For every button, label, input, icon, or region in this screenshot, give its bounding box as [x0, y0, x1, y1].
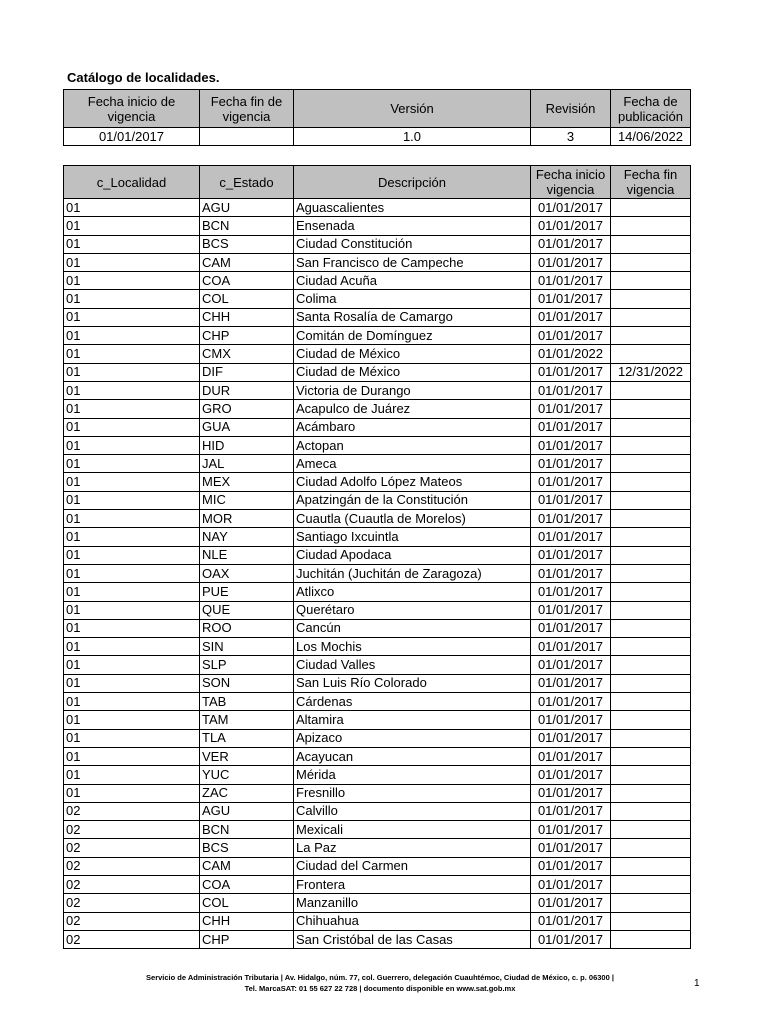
cell-fecha-inicio: 01/01/2017 [531, 510, 611, 528]
column-header-c-estado: c_Estado [200, 166, 294, 199]
version-value-row [64, 128, 691, 146]
cell-descripcion: Ciudad Acuña [294, 272, 531, 290]
cell-descripcion: Acapulco de Juárez [294, 400, 531, 418]
cell-c-localidad: 01 [64, 766, 200, 784]
cell-fecha-fin [611, 217, 691, 235]
header-fecha-fin: Fecha fin de vigencia [200, 90, 294, 128]
value-fecha-inicio: 01/01/2017 [64, 128, 200, 146]
table-row [64, 418, 691, 436]
footer-contact: Tel. MarcaSAT: 01 55 627 22 728 | documento disponible en www.sat.gob.mx [244, 984, 516, 993]
cell-fecha-inicio: 01/01/2017 [531, 693, 611, 711]
table-row [64, 711, 691, 729]
cell-descripcion: Ameca [294, 455, 531, 473]
cell-fecha-fin [611, 601, 691, 619]
cell-c-estado: ROO [200, 619, 294, 637]
cell-c-estado: BCS [200, 839, 294, 857]
cell-c-localidad: 01 [64, 400, 200, 418]
cell-c-estado: GRO [200, 400, 294, 418]
value-fecha-fin [200, 128, 294, 146]
cell-descripcion: Ciudad Apodaca [294, 546, 531, 564]
cell-fecha-fin [611, 345, 691, 363]
cell-fecha-fin [611, 455, 691, 473]
cell-c-localidad: 01 [64, 345, 200, 363]
cell-descripcion: Acayucan [294, 747, 531, 765]
table-row [64, 930, 691, 948]
cell-fecha-fin [611, 674, 691, 692]
cell-descripcion: Colima [294, 290, 531, 308]
column-header-c-localidad: c_Localidad [64, 166, 200, 199]
table-row [64, 546, 691, 564]
table-row [64, 473, 691, 491]
cell-c-estado: COA [200, 875, 294, 893]
cell-c-estado: BCN [200, 217, 294, 235]
cell-fecha-inicio: 01/01/2017 [531, 217, 611, 235]
cell-fecha-fin [611, 546, 691, 564]
cell-c-localidad: 01 [64, 199, 200, 217]
cell-c-estado: JAL [200, 455, 294, 473]
table-row [64, 436, 691, 454]
cell-c-estado: CAM [200, 253, 294, 271]
cell-c-estado: TAB [200, 693, 294, 711]
cell-c-localidad: 01 [64, 436, 200, 454]
cell-c-localidad: 01 [64, 729, 200, 747]
cell-fecha-fin [611, 802, 691, 820]
table-row [64, 857, 691, 875]
cell-c-estado: CAM [200, 857, 294, 875]
table-row [64, 693, 691, 711]
cell-fecha-inicio: 01/01/2017 [531, 857, 611, 875]
cell-fecha-inicio: 01/01/2017 [531, 327, 611, 345]
cell-fecha-fin [611, 638, 691, 656]
table-row [64, 912, 691, 930]
cell-fecha-fin [611, 912, 691, 930]
cell-c-estado: SIN [200, 638, 294, 656]
cell-descripcion: Santiago Ixcuintla [294, 528, 531, 546]
cell-fecha-inicio: 01/01/2017 [531, 619, 611, 637]
cell-fecha-inicio: 01/01/2017 [531, 528, 611, 546]
cell-c-estado: COA [200, 272, 294, 290]
cell-descripcion: Ciudad Constitución [294, 235, 531, 253]
table-row [64, 784, 691, 802]
cell-fecha-inicio: 01/01/2017 [531, 381, 611, 399]
cell-c-estado: QUE [200, 601, 294, 619]
cell-fecha-inicio: 01/01/2017 [531, 272, 611, 290]
cell-c-estado: MOR [200, 510, 294, 528]
cell-c-estado: TAM [200, 711, 294, 729]
cell-fecha-inicio: 01/01/2017 [531, 400, 611, 418]
cell-fecha-fin [611, 693, 691, 711]
table-row [64, 455, 691, 473]
cell-c-localidad: 01 [64, 674, 200, 692]
cell-fecha-fin [611, 253, 691, 271]
cell-fecha-fin [611, 418, 691, 436]
cell-c-localidad: 02 [64, 821, 200, 839]
page-title: Catálogo de localidades. [67, 70, 220, 85]
cell-fecha-fin [611, 766, 691, 784]
cell-descripcion: Acámbaro [294, 418, 531, 436]
cell-c-localidad: 01 [64, 381, 200, 399]
table-row [64, 656, 691, 674]
cell-fecha-fin [611, 839, 691, 857]
header-fecha-inicio: Fecha inicio de vigencia [64, 90, 200, 128]
cell-descripcion: Cancún [294, 619, 531, 637]
cell-fecha-inicio: 01/01/2017 [531, 711, 611, 729]
column-header-fecha-inicio: Fecha inicio vigencia [531, 166, 611, 199]
cell-descripcion: Mexicali [294, 821, 531, 839]
cell-c-localidad: 01 [64, 747, 200, 765]
table-row [64, 217, 691, 235]
cell-c-localidad: 02 [64, 894, 200, 912]
cell-fecha-inicio: 01/01/2017 [531, 747, 611, 765]
table-row [64, 583, 691, 601]
cell-descripcion: Actopan [294, 436, 531, 454]
table-row [64, 381, 691, 399]
cell-fecha-fin [611, 857, 691, 875]
cell-descripcion: Comitán de Domínguez [294, 327, 531, 345]
table-row [64, 253, 691, 271]
cell-fecha-fin [611, 564, 691, 582]
cell-c-localidad: 01 [64, 784, 200, 802]
cell-c-localidad: 01 [64, 217, 200, 235]
cell-c-localidad: 01 [64, 510, 200, 528]
cell-fecha-inicio: 01/01/2017 [531, 821, 611, 839]
cell-fecha-inicio: 01/01/2017 [531, 894, 611, 912]
page-number: 1 [694, 978, 700, 989]
table-row [64, 308, 691, 326]
cell-fecha-inicio: 01/01/2017 [531, 839, 611, 857]
cell-c-estado: MIC [200, 491, 294, 509]
cell-c-localidad: 01 [64, 327, 200, 345]
cell-descripcion: Querétaro [294, 601, 531, 619]
cell-fecha-fin [611, 711, 691, 729]
cell-c-localidad: 01 [64, 711, 200, 729]
table-row [64, 510, 691, 528]
cell-c-localidad: 01 [64, 693, 200, 711]
footer-address: Servicio de Administración Tributaria | Av. Hidalgo, núm. 77, col. Guerrero, delegación Cuauhtémoc, Ciudad de México, c. p. 06300 | [146, 973, 614, 982]
cell-fecha-inicio: 01/01/2017 [531, 436, 611, 454]
cell-c-estado: AGU [200, 802, 294, 820]
cell-c-localidad: 02 [64, 802, 200, 820]
cell-fecha-fin [611, 747, 691, 765]
table-row [64, 199, 691, 217]
cell-descripcion: Ciudad de México [294, 345, 531, 363]
cell-descripcion: Manzanillo [294, 894, 531, 912]
table-row [64, 235, 691, 253]
cell-fecha-inicio: 01/01/2022 [531, 345, 611, 363]
cell-c-estado: TLA [200, 729, 294, 747]
cell-fecha-inicio: 01/01/2017 [531, 601, 611, 619]
table-row [64, 894, 691, 912]
cell-descripcion: Frontera [294, 875, 531, 893]
cell-fecha-fin [611, 656, 691, 674]
cell-c-estado: DUR [200, 381, 294, 399]
table-row [64, 601, 691, 619]
cell-descripcion: Cárdenas [294, 693, 531, 711]
cell-c-localidad: 01 [64, 601, 200, 619]
cell-c-estado: PUE [200, 583, 294, 601]
cell-descripcion: Ensenada [294, 217, 531, 235]
cell-c-localidad: 01 [64, 473, 200, 491]
header-revision: Revisión [531, 90, 611, 128]
cell-c-localidad: 02 [64, 875, 200, 893]
cell-c-localidad: 02 [64, 839, 200, 857]
table-row [64, 290, 691, 308]
table-row [64, 766, 691, 784]
cell-fecha-inicio: 01/01/2017 [531, 766, 611, 784]
cell-fecha-fin [611, 930, 691, 948]
table-row [64, 345, 691, 363]
cell-fecha-fin [611, 436, 691, 454]
table-row [64, 638, 691, 656]
cell-c-localidad: 01 [64, 528, 200, 546]
cell-fecha-inicio: 01/01/2017 [531, 418, 611, 436]
localidades-table [63, 165, 691, 949]
cell-c-estado: MEX [200, 473, 294, 491]
cell-c-estado: NLE [200, 546, 294, 564]
cell-fecha-inicio: 01/01/2017 [531, 491, 611, 509]
cell-fecha-fin [611, 875, 691, 893]
cell-descripcion: Altamira [294, 711, 531, 729]
cell-c-localidad: 01 [64, 272, 200, 290]
table-row [64, 363, 691, 381]
cell-descripcion: Aguascalientes [294, 199, 531, 217]
cell-c-estado: AGU [200, 199, 294, 217]
table-row [64, 619, 691, 637]
cell-fecha-inicio: 01/01/2017 [531, 674, 611, 692]
cell-descripcion: San Luis Río Colorado [294, 674, 531, 692]
cell-fecha-inicio: 01/01/2017 [531, 473, 611, 491]
cell-descripcion: Juchitán (Juchitán de Zaragoza) [294, 564, 531, 582]
cell-fecha-inicio: 01/01/2017 [531, 912, 611, 930]
table-header-row [64, 166, 691, 199]
cell-descripcion: San Cristóbal de las Casas [294, 930, 531, 948]
cell-fecha-inicio: 01/01/2017 [531, 455, 611, 473]
cell-descripcion: Los Mochis [294, 638, 531, 656]
cell-descripcion: Mérida [294, 766, 531, 784]
cell-descripcion: Cuautla (Cuautla de Morelos) [294, 510, 531, 528]
cell-c-localidad: 01 [64, 308, 200, 326]
cell-fecha-fin [611, 729, 691, 747]
cell-fecha-inicio: 01/01/2017 [531, 235, 611, 253]
cell-fecha-fin [611, 894, 691, 912]
cell-fecha-fin [611, 473, 691, 491]
cell-c-localidad: 01 [64, 583, 200, 601]
cell-c-estado: COL [200, 290, 294, 308]
table-row [64, 491, 691, 509]
cell-c-localidad: 01 [64, 253, 200, 271]
table-row [64, 327, 691, 345]
cell-descripcion: Victoria de Durango [294, 381, 531, 399]
cell-c-estado: CHH [200, 912, 294, 930]
table-row [64, 821, 691, 839]
cell-fecha-inicio: 01/01/2017 [531, 583, 611, 601]
header-fecha-publicacion: Fecha de publicación [611, 90, 691, 128]
cell-fecha-inicio: 01/01/2017 [531, 308, 611, 326]
cell-c-estado: HID [200, 436, 294, 454]
cell-c-estado: VER [200, 747, 294, 765]
cell-fecha-inicio: 01/01/2017 [531, 564, 611, 582]
value-version: 1.0 [294, 128, 531, 146]
column-header-descripcion: Descripción [294, 166, 531, 199]
cell-fecha-fin [611, 528, 691, 546]
cell-fecha-fin [611, 327, 691, 345]
cell-fecha-fin [611, 619, 691, 637]
cell-c-estado: CHP [200, 327, 294, 345]
cell-fecha-fin [611, 583, 691, 601]
cell-descripcion: Ciudad Adolfo López Mateos [294, 473, 531, 491]
cell-fecha-fin [611, 308, 691, 326]
cell-c-localidad: 02 [64, 912, 200, 930]
cell-fecha-inicio: 01/01/2017 [531, 638, 611, 656]
cell-fecha-fin: 12/31/2022 [611, 363, 691, 381]
table-row [64, 839, 691, 857]
table-row [64, 272, 691, 290]
cell-descripcion: San Francisco de Campeche [294, 253, 531, 271]
cell-descripcion: Fresnillo [294, 784, 531, 802]
cell-c-localidad: 01 [64, 619, 200, 637]
header-version: Versión [294, 90, 531, 128]
cell-c-estado: CHP [200, 930, 294, 948]
cell-fecha-inicio: 01/01/2017 [531, 363, 611, 381]
cell-c-estado: YUC [200, 766, 294, 784]
cell-c-localidad: 01 [64, 363, 200, 381]
cell-descripcion: Ciudad Valles [294, 656, 531, 674]
cell-descripcion: Atlixco [294, 583, 531, 601]
cell-c-estado: ZAC [200, 784, 294, 802]
cell-fecha-fin [611, 235, 691, 253]
cell-fecha-inicio: 01/01/2017 [531, 199, 611, 217]
cell-c-localidad: 02 [64, 930, 200, 948]
footer [100, 972, 660, 994]
cell-c-localidad: 01 [64, 546, 200, 564]
cell-fecha-fin [611, 784, 691, 802]
cell-fecha-fin [611, 272, 691, 290]
version-info-table [63, 89, 691, 146]
cell-fecha-inicio: 01/01/2017 [531, 546, 611, 564]
cell-fecha-fin [611, 199, 691, 217]
cell-c-estado: GUA [200, 418, 294, 436]
cell-descripcion: Apizaco [294, 729, 531, 747]
cell-c-localidad: 01 [64, 235, 200, 253]
cell-c-localidad: 01 [64, 491, 200, 509]
cell-c-localidad: 01 [64, 638, 200, 656]
cell-descripcion: Apatzingán de la Constitución [294, 491, 531, 509]
cell-c-localidad: 02 [64, 857, 200, 875]
cell-descripcion: Ciudad de México [294, 363, 531, 381]
cell-descripcion: Santa Rosalía de Camargo [294, 308, 531, 326]
table-row [64, 729, 691, 747]
table-row [64, 564, 691, 582]
table-row [64, 400, 691, 418]
cell-fecha-inicio: 01/01/2017 [531, 875, 611, 893]
cell-c-estado: CMX [200, 345, 294, 363]
cell-fecha-inicio: 01/01/2017 [531, 290, 611, 308]
cell-c-estado: OAX [200, 564, 294, 582]
cell-c-localidad: 01 [64, 418, 200, 436]
cell-c-estado: SLP [200, 656, 294, 674]
value-fecha-publicacion: 14/06/2022 [611, 128, 691, 146]
cell-c-estado: COL [200, 894, 294, 912]
cell-fecha-inicio: 01/01/2017 [531, 729, 611, 747]
version-header-row [64, 90, 691, 128]
cell-fecha-inicio: 01/01/2017 [531, 802, 611, 820]
cell-c-localidad: 01 [64, 564, 200, 582]
cell-descripcion: Calvillo [294, 802, 531, 820]
cell-c-estado: SON [200, 674, 294, 692]
cell-fecha-inicio: 01/01/2017 [531, 656, 611, 674]
cell-descripcion: Chihuahua [294, 912, 531, 930]
cell-c-estado: NAY [200, 528, 294, 546]
cell-fecha-fin [611, 491, 691, 509]
cell-fecha-inicio: 01/01/2017 [531, 253, 611, 271]
cell-fecha-fin [611, 290, 691, 308]
cell-fecha-fin [611, 381, 691, 399]
cell-c-localidad: 01 [64, 656, 200, 674]
cell-descripcion: Ciudad del Carmen [294, 857, 531, 875]
cell-c-localidad: 01 [64, 290, 200, 308]
cell-c-localidad: 01 [64, 455, 200, 473]
cell-c-estado: BCS [200, 235, 294, 253]
table-row [64, 875, 691, 893]
table-row [64, 802, 691, 820]
cell-fecha-fin [611, 821, 691, 839]
cell-fecha-fin [611, 400, 691, 418]
cell-fecha-fin [611, 510, 691, 528]
table-row [64, 674, 691, 692]
table-row [64, 528, 691, 546]
cell-fecha-inicio: 01/01/2017 [531, 930, 611, 948]
cell-descripcion: La Paz [294, 839, 531, 857]
column-header-fecha-fin: Fecha fin vigencia [611, 166, 691, 199]
cell-c-estado: BCN [200, 821, 294, 839]
cell-c-estado: CHH [200, 308, 294, 326]
cell-fecha-inicio: 01/01/2017 [531, 784, 611, 802]
cell-c-estado: DIF [200, 363, 294, 381]
table-body [64, 199, 691, 949]
table-row [64, 747, 691, 765]
value-revision: 3 [531, 128, 611, 146]
